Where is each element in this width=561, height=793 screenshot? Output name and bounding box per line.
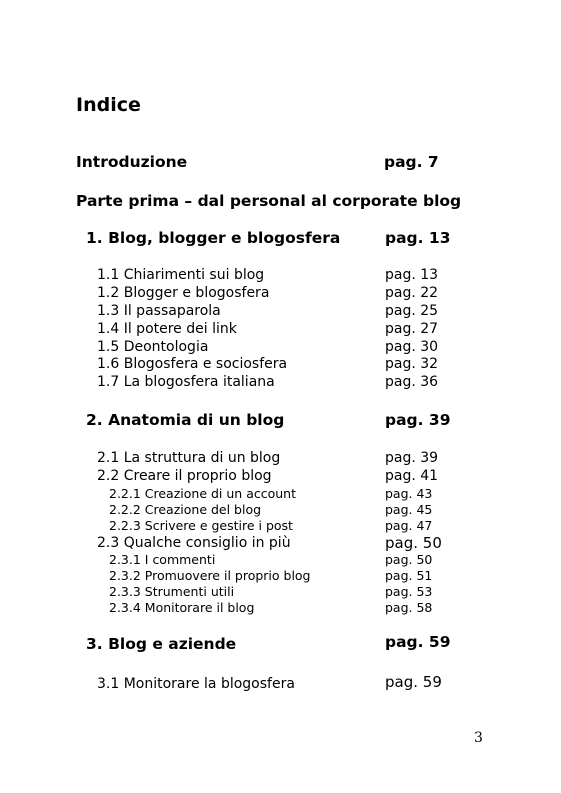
toc-entry-label: 1.5 Deontologia [97, 339, 209, 355]
chapter-3-label: 3. Blog e aziende [86, 635, 237, 653]
toc-subentry-page-ref: pag. 45 [385, 502, 433, 517]
toc-entry-label: 1.6 Blogosfera e sociosfera [97, 356, 288, 372]
toc-entry-label: 2.2 Creare il proprio blog [97, 468, 272, 484]
toc-entry-label: 1.7 La blogosfera italiana [97, 374, 275, 390]
chapter-2-page-ref: pag. 39 [385, 411, 451, 429]
chapter-3-page-ref: pag. 59 [385, 633, 451, 651]
toc-subentry-page-ref: pag. 50 [385, 552, 433, 567]
toc-entry-page-ref: pag. 39 [385, 450, 439, 466]
toc-subentry-label: 2.3.1 I commenti [109, 552, 216, 567]
intro-label: Introduzione [76, 153, 188, 171]
toc-entry-page-ref: pag. 13 [385, 267, 439, 283]
toc-entry-page-ref: pag. 30 [385, 339, 439, 355]
toc-subentry-label: 2.3.2 Promuovere il proprio blog [109, 568, 311, 583]
toc-subentry-page-ref: pag. 58 [385, 600, 433, 615]
intro-page-ref: pag. 7 [384, 153, 439, 171]
toc-subentry-label: 2.3.3 Strumenti utili [109, 584, 235, 599]
toc-entry-label: 1.3 Il passaparola [97, 303, 221, 319]
part-title: Parte prima – dal personal al corporate blog [76, 192, 462, 210]
toc-subentry-label: 2.3.4 Monitorare il blog [109, 600, 255, 615]
toc-subentry-page-ref: pag. 43 [385, 486, 433, 501]
page-title: Indice [76, 94, 141, 116]
toc-entry-page-ref: pag. 32 [385, 356, 439, 372]
chapter-2-label: 2. Anatomia di un blog [86, 411, 285, 429]
toc-subentry-page-ref: pag. 53 [385, 584, 433, 599]
toc-entry-label: 1.1 Chiarimenti sui blog [97, 267, 265, 283]
chapter-1-page-ref: pag. 13 [385, 229, 451, 247]
toc-entry-label: 1.4 Il potere dei link [97, 321, 237, 337]
toc-entry-label: 3.1 Monitorare la blogosfera [97, 676, 295, 692]
toc-subentry-label: 2.2.1 Creazione di un account [109, 486, 296, 501]
toc-entry-page-ref: pag. 59 [385, 673, 442, 691]
toc-entry-page-ref: pag. 41 [385, 468, 439, 484]
toc-entry-page-ref: pag. 25 [385, 303, 439, 319]
toc-entry-page-ref: pag. 36 [385, 374, 439, 390]
toc-entry-page-ref: pag. 27 [385, 321, 439, 337]
toc-entry-page-ref: pag. 22 [385, 285, 439, 301]
toc-entry-page-ref: pag. 50 [385, 534, 442, 552]
page-number: 3 [474, 730, 483, 746]
toc-entry-label: 2.1 La struttura di un blog [97, 450, 281, 466]
toc-entry-label: 2.3 Qualche consiglio in più [97, 535, 291, 551]
chapter-1-label: 1. Blog, blogger e blogosfera [86, 229, 341, 247]
toc-entry-label: 1.2 Blogger e blogosfera [97, 285, 270, 301]
toc-subentry-label: 2.2.3 Scrivere e gestire i post [109, 518, 293, 533]
toc-subentry-page-ref: pag. 47 [385, 518, 433, 533]
toc-subentry-page-ref: pag. 51 [385, 568, 433, 583]
toc-subentry-label: 2.2.2 Creazione del blog [109, 502, 262, 517]
